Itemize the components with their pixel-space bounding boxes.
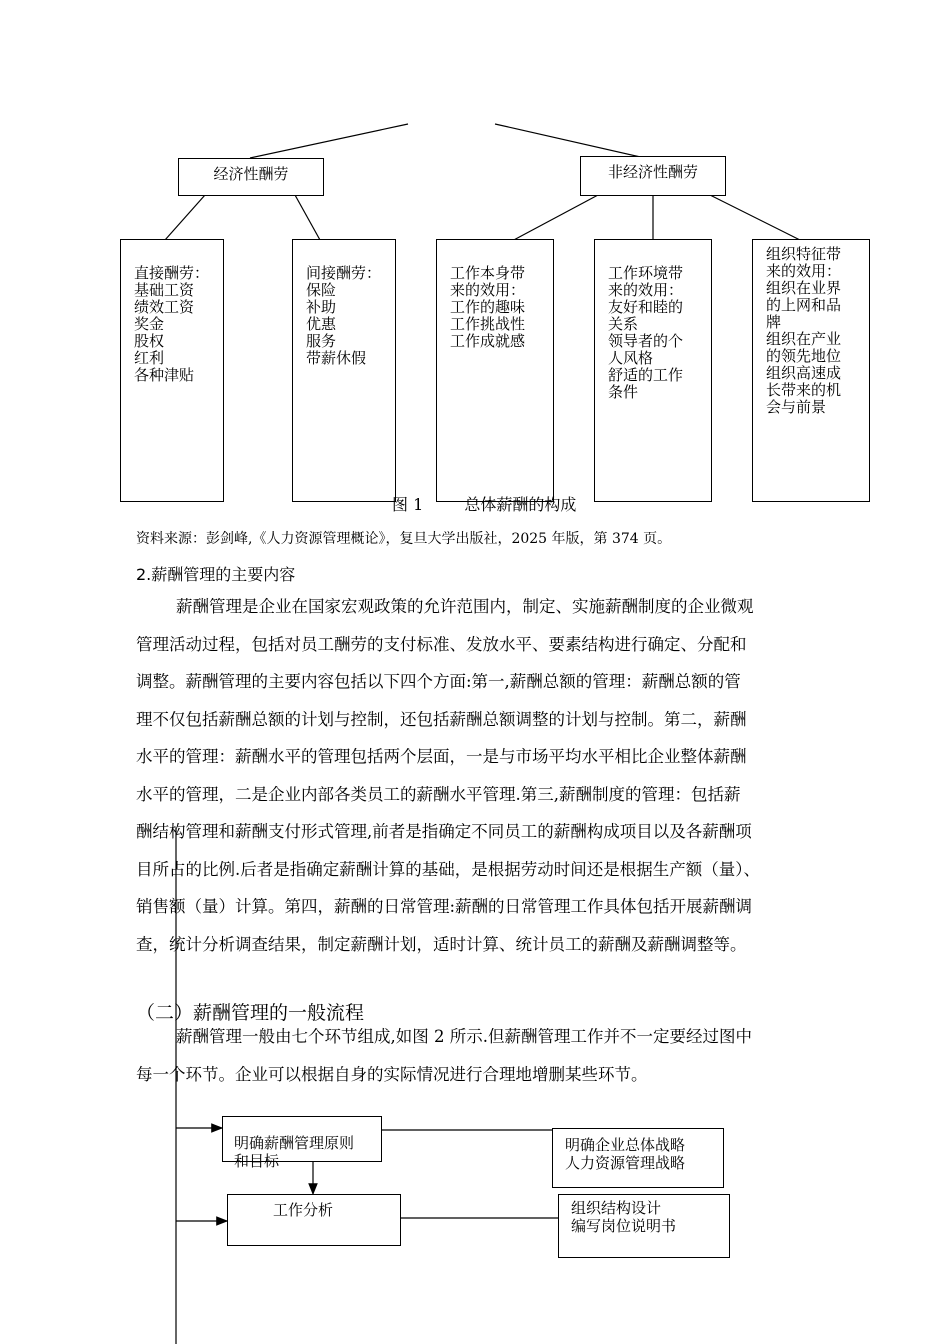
right-category-label: 非经济性酬劳 [607, 163, 698, 181]
flow-box-principles-text: 明确薪酬管理原则 和目标 [234, 1134, 355, 1170]
paragraph-line: 水平的管理：薪酬水平的管理包括两个层面，一是与市场平均水平相比企业整体薪酬 [136, 747, 747, 766]
paragraph-line: 目所占的比例.后者是指确定薪酬计算的基础，是根据劳动时间还是根据生产额（量）、 [136, 859, 760, 879]
figure-caption-label: 图 1 [392, 495, 424, 514]
paragraph-line: 理不仅包括薪酬总额的计划与控制，还包括薪酬总额调整的计划与控制。第二，薪酬 [136, 709, 747, 729]
paragraph-line: 薪酬管理是企业在国家宏观政策的允许范围内，制定、实施薪酬制度的企业微观 [176, 597, 754, 616]
paragraph-line: 水平的管理，二是企业内部各类员工的薪酬水平管理.第三,薪酬制度的管理：包括薪 [136, 784, 741, 804]
right-category-box [580, 156, 726, 196]
figure-caption-title: 总体薪酬的构成 [464, 495, 577, 514]
flow-box-strategy-text: 明确企业总体战略 人力资源管理战略 [565, 1136, 686, 1172]
column-text-3: 工作本身带 来的效用： 工作的趣味 工作挑战性 工作成就感 [450, 264, 526, 350]
paragraph-line: 销售额（量）计算。第四，薪酬的日常管理:薪酬的日常管理工作具体包括开展薪酬调 [136, 897, 753, 916]
paragraph-line: 每一个环节。企业可以根据自身的实际情况进行合理地增删某些环节。 [136, 1064, 648, 1084]
section-2-title: 2.薪酬管理的主要内容 [136, 565, 296, 584]
column-text-5: 组织特征带 来的效用： 组织在业界 的上网和品 牌 组织在产业 的领先地位 组织高速成 长带来的机 会与前景 [766, 245, 842, 416]
paragraph-line: 薪酬管理一般由七个环节组成,如图 2 所示.但薪酬管理工作并不一定要经过图中 [176, 1027, 752, 1046]
paragraph-salary-management-content [136, 588, 876, 963]
column-text-2: 间接酬劳： 保险 补助 优惠 服务 带薪休假 [306, 264, 382, 367]
section-heading-general-process: （二）薪酬管理的一般流程 [136, 1002, 365, 1024]
figure-source: 资料来源：彭剑峰,《人力资源管理概论》，复旦大学出版社，2025 年版，第 374 页。 [136, 531, 672, 547]
paragraph-line: 查，统计分析调查结果，制定薪酬计划，适时计算、统计员工的薪酬及薪酬调整等。 [136, 934, 747, 954]
left-category-label: 经济性酬劳 [213, 165, 289, 183]
left-category-box [178, 158, 324, 196]
figure-caption [392, 492, 576, 515]
paragraph-general-process [136, 1018, 876, 1093]
column-text-1: 直接酬劳： 基础工资 绩效工资 奖金 股权 红利 各种津贴 [134, 264, 210, 384]
paragraph-line: 调整。薪酬管理的主要内容包括以下四个方面:第一,薪酬总额的管理：薪酬总额的管 [136, 672, 741, 691]
flow-box-job-analysis-text: 工作分析 [273, 1201, 334, 1219]
flow-box-org-design-text: 组织结构设计 编写岗位说明书 [571, 1199, 677, 1235]
paragraph-line: 管理活动过程，包括对员工酬劳的支付标准、发放水平、要素结构进行确定、分配和 [136, 634, 747, 654]
column-text-4: 工作环境带 来的效用： 友好和睦的 关系 领导者的个 人风格 舒适的工作 条件 [608, 264, 684, 401]
paragraph-line: 酬结构管理和薪酬支付形式管理,前者是指确定不同员工的薪酬构成项目以及各薪酬项 [136, 822, 752, 841]
